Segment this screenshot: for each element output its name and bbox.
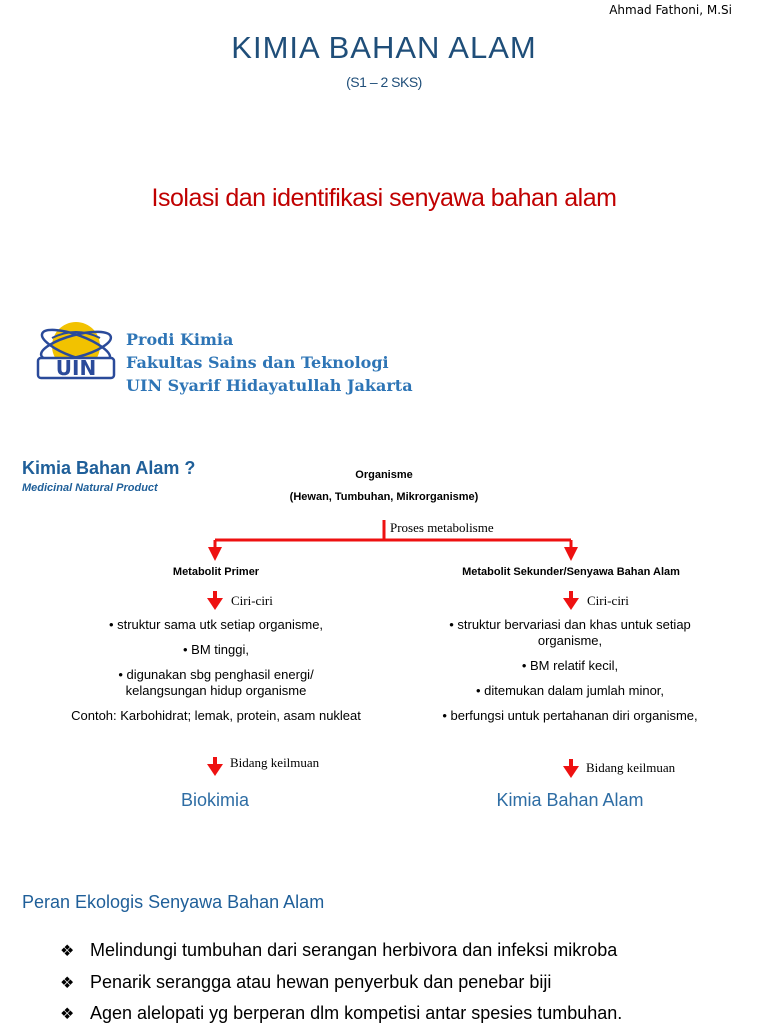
arrow-down-icon	[564, 547, 578, 561]
peran-item	[60, 940, 617, 961]
process-label: Proses metabolisme	[390, 520, 494, 535]
arrow-down-icon	[207, 764, 223, 776]
right-node-title: Metabolit Sekunder/Senyawa Bahan Alam	[462, 566, 680, 578]
institution-line-1: Prodi Kimia	[126, 330, 234, 349]
left-field: Biokimia	[180, 790, 250, 810]
root-node: Organisme	[355, 469, 413, 481]
arrow-down-icon	[207, 598, 223, 610]
arrow-shaft	[213, 757, 217, 765]
author-name: Ahmad Fathoni, M.Si	[609, 3, 732, 17]
right-characteristics	[400, 617, 740, 733]
arrow-down-icon	[563, 598, 579, 610]
root-node-sub: (Hewan, Tumbuhan, Mikrorganisme)	[289, 491, 479, 503]
right-item: • berfungsi untuk pertahanan diri organisme,	[442, 708, 698, 723]
left-item: • struktur sama utk setiap organisme,	[108, 617, 324, 632]
left-item: • BM tinggi,	[183, 642, 249, 657]
course-credit: (S1 – 2 SKS)	[346, 74, 422, 90]
right-item: • BM relatif kecil,	[521, 658, 619, 673]
peran-item	[60, 1003, 622, 1024]
peran-item-text: Penarik serangga atau hewan penyerbuk dan penebar biji	[90, 972, 552, 992]
diamond-bullet-icon: ❖	[60, 1006, 75, 1023]
diamond-bullet-icon: ❖	[60, 975, 75, 992]
left-item: • digunakan sbg penghasil energi/ kelangsungan hidup organisme	[118, 667, 314, 698]
right-item: • struktur bervariasi dan khas untuk setiap organisme,	[449, 617, 691, 648]
institution-line-3: UIN Syarif Hidayatullah Jakarta	[126, 376, 413, 395]
right-item: • ditemukan dalam jumlah minor,	[475, 683, 665, 698]
institution-line-2: Fakultas Sains dan Teknologi	[126, 353, 389, 372]
arrow-shaft	[213, 591, 217, 599]
diagram-subheading: Medicinal Natural Product	[22, 482, 158, 494]
arrow-down-icon	[208, 547, 222, 561]
left-characteristics	[70, 617, 362, 733]
diamond-bullet-icon: ❖	[60, 943, 75, 960]
peran-item-text: Agen alelopati yg berperan dlm kompetisi antar spesies tumbuhan.	[90, 1003, 623, 1023]
left-field-label: Bidang keilmuan	[230, 755, 320, 770]
right-field-label: Bidang keilmuan	[586, 760, 676, 775]
arrow-down-icon	[563, 766, 579, 778]
right-field: Kimia Bahan Alam	[496, 790, 644, 810]
right-ciri-label: Ciri-ciri	[587, 593, 629, 608]
left-example: Contoh: Karbohidrat; lemak, protein, asam nukleat	[71, 708, 361, 723]
left-ciri-label: Ciri-ciri	[231, 593, 273, 608]
arrow-shaft	[569, 759, 573, 767]
peran-heading: Peran Ekologis Senyawa Bahan Alam	[22, 892, 325, 912]
topic-title: Isolasi dan identifikasi senyawa bahan alam	[151, 184, 617, 212]
course-title: KIMIA BAHAN ALAM	[231, 30, 537, 65]
left-node-title: Metabolit Primer	[172, 566, 260, 578]
peran-item-text: Melindungi tumbuhan dari serangan herbivora dan infeksi mikroba	[90, 940, 618, 960]
diagram-heading: Kimia Bahan Alam ?	[22, 458, 196, 478]
svg-text:UIN: UIN	[55, 356, 97, 380]
peran-item	[60, 972, 551, 993]
arrow-shaft	[569, 591, 573, 599]
